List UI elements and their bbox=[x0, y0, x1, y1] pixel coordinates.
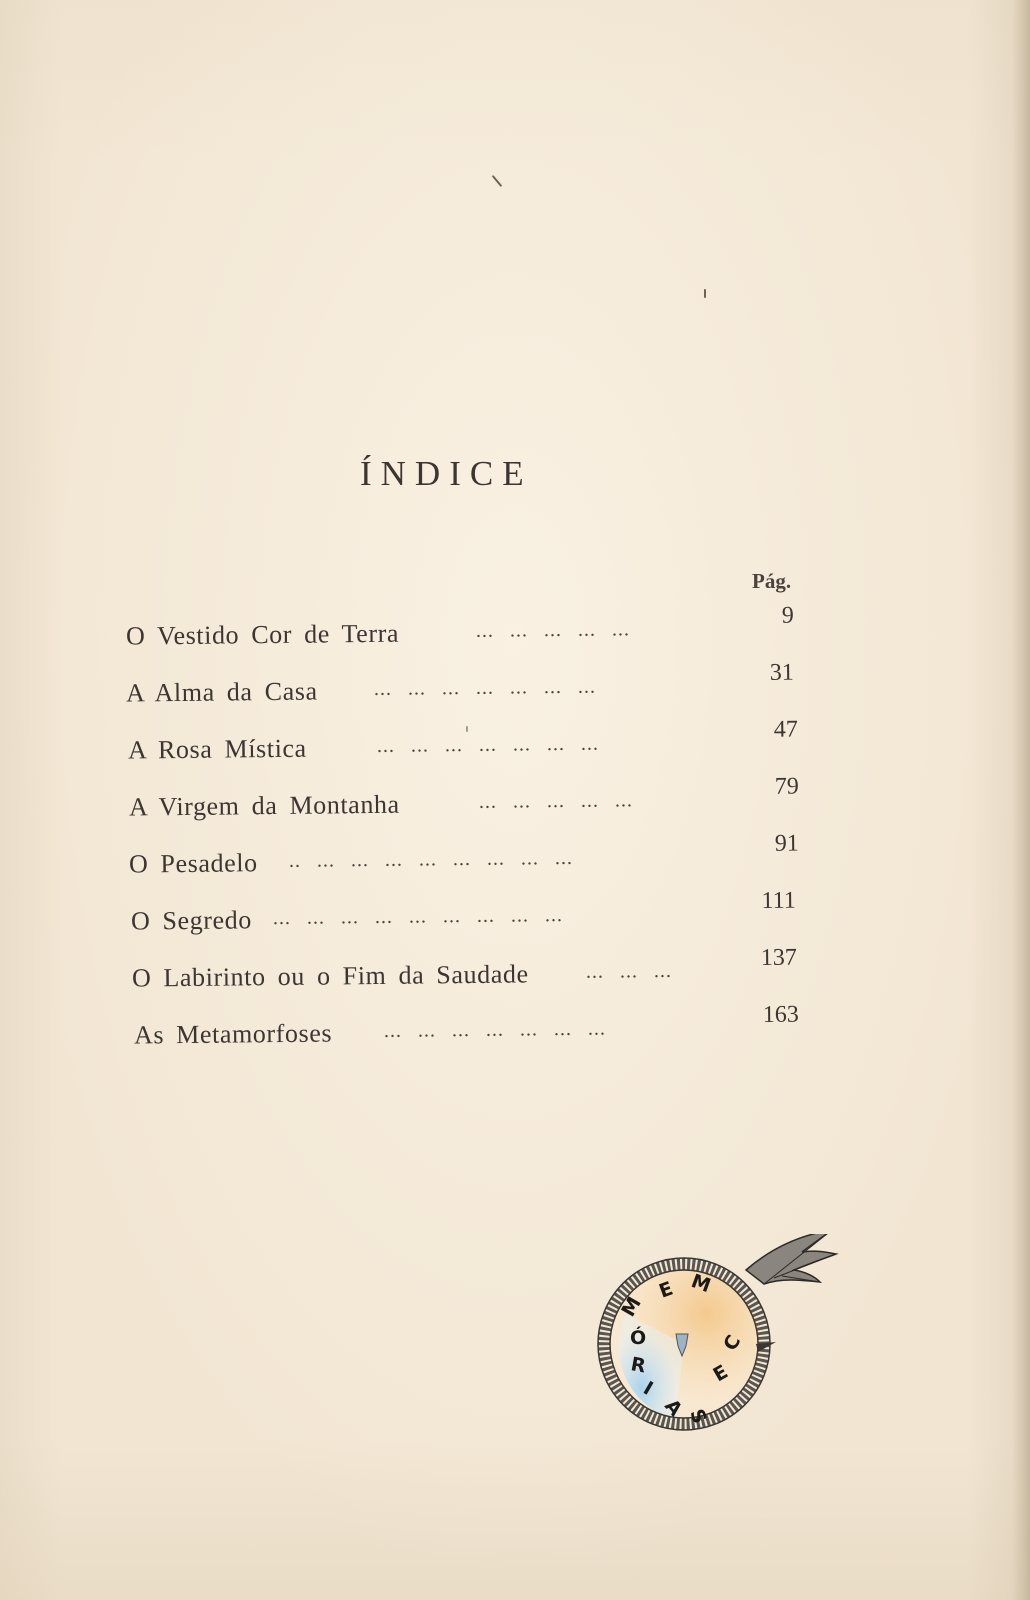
entry-title: A Alma da Casa bbox=[125, 676, 318, 708]
entry-title: O Labirinto ou o Fim da Saudade bbox=[131, 959, 529, 993]
seal-letter: M bbox=[688, 1270, 714, 1298]
entry-page: 137 bbox=[760, 944, 797, 971]
seal-graphic bbox=[596, 1234, 856, 1464]
entry-page: 111 bbox=[761, 887, 796, 914]
seal-letter: I bbox=[639, 1377, 657, 1400]
list-item bbox=[131, 944, 812, 999]
list-item bbox=[127, 716, 808, 771]
seal-letter: M bbox=[617, 1293, 646, 1321]
seal-letter: Ó bbox=[630, 1327, 647, 1349]
leader-dots: ... ... ... bbox=[585, 959, 673, 983]
entry-page: 31 bbox=[769, 659, 794, 686]
entry-page: 163 bbox=[762, 1001, 799, 1028]
seal-letter: E bbox=[656, 1277, 676, 1303]
entry-title: A Virgem da Montanha bbox=[128, 789, 400, 822]
seal-letter: R bbox=[629, 1353, 648, 1378]
list-item bbox=[125, 602, 806, 657]
entry-page: 9 bbox=[781, 602, 794, 629]
entry-title: O Segredo bbox=[130, 905, 253, 936]
seal-letter: S bbox=[685, 1406, 711, 1427]
leader-dots: ... ... ... ... ... ... ... bbox=[376, 732, 600, 757]
leader-dots: ... ... ... ... ... ... ... bbox=[373, 675, 597, 700]
seal-letter: A bbox=[660, 1395, 687, 1421]
leader-dots: .. ... ... ... ... ... ... ... ... bbox=[288, 846, 574, 872]
entry-title: O Pesadelo bbox=[128, 848, 258, 879]
entry-title: As Metamorfoses bbox=[133, 1018, 333, 1050]
list-item bbox=[125, 659, 806, 714]
leader-dots: ... ... ... ... ... bbox=[478, 789, 634, 813]
seal-letter: E bbox=[709, 1360, 732, 1387]
list-item bbox=[133, 1001, 814, 1056]
leader-dots: ... ... ... ... ... ... ... bbox=[383, 1017, 607, 1042]
entry-title: A Rosa Mística bbox=[127, 733, 307, 765]
seal-letter: C bbox=[719, 1331, 746, 1355]
list-item bbox=[128, 830, 809, 885]
list-item bbox=[130, 887, 811, 942]
entry-page: 91 bbox=[774, 830, 799, 857]
memorias-seal bbox=[596, 1234, 856, 1464]
page-column-label: Pág. bbox=[752, 569, 792, 593]
entry-page: 79 bbox=[774, 773, 799, 800]
page-title: ÍNDICE bbox=[360, 454, 533, 493]
list-item bbox=[128, 773, 809, 828]
leader-dots: ... ... ... ... ... ... ... ... ... bbox=[272, 904, 564, 930]
entry-title: O Vestido Cor de Terra bbox=[125, 618, 400, 651]
entry-page: 47 bbox=[773, 716, 798, 743]
leader-dots: ... ... ... ... ... bbox=[475, 618, 631, 642]
